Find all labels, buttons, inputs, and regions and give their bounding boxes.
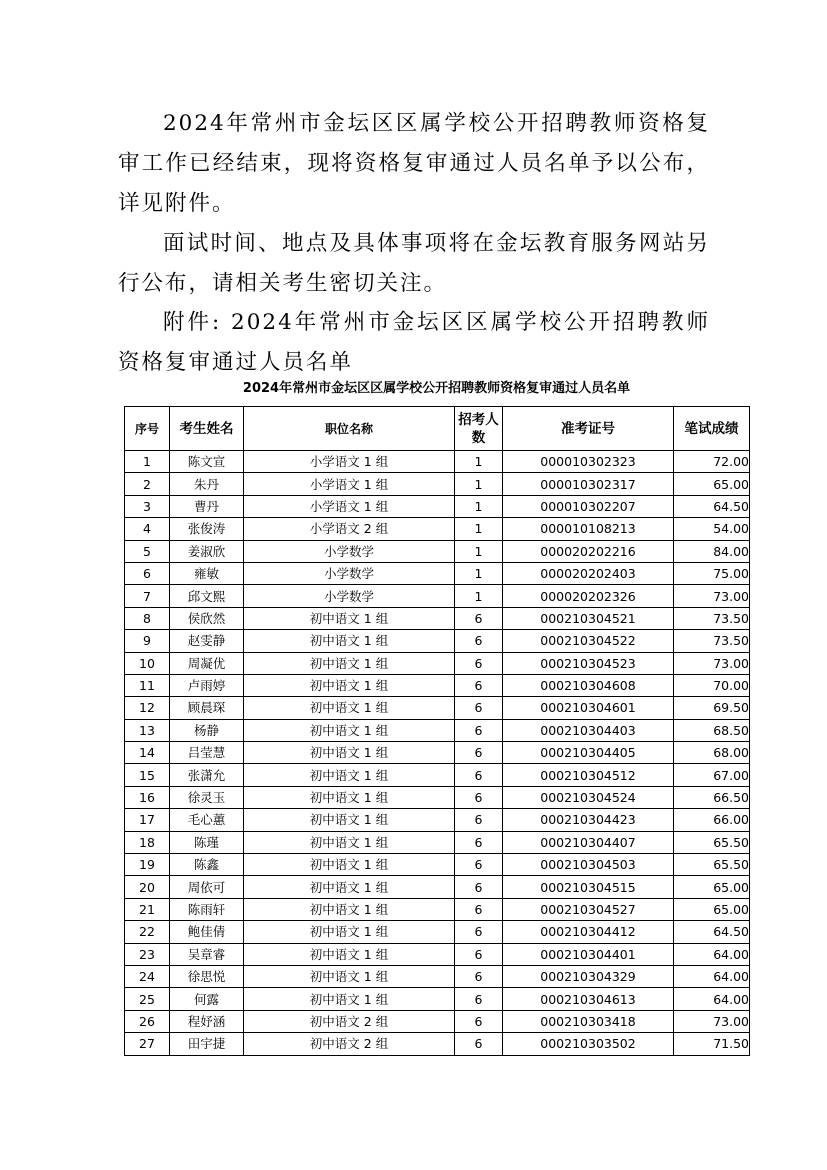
cell-position: 初中语文 1 组 (244, 697, 455, 719)
cell-quota: 6 (455, 831, 503, 853)
cell-quota: 6 (455, 652, 503, 674)
cell-quota: 6 (455, 697, 503, 719)
cell-score: 84.00 (674, 540, 750, 562)
table-row (125, 697, 750, 719)
cell-ticket: 000210304403 (503, 719, 674, 741)
cell-ticket: 000210304512 (503, 764, 674, 786)
table-row (125, 585, 750, 607)
cell-seq: 1 (125, 451, 170, 473)
cell-score: 68.50 (674, 719, 750, 741)
table-row (125, 809, 750, 831)
cell-position: 初中语文 1 组 (244, 674, 455, 696)
table-row (125, 786, 750, 808)
cell-quota: 6 (455, 786, 503, 808)
cell-ticket: 000020202216 (503, 540, 674, 562)
cell-name: 张俊涛 (170, 518, 244, 540)
cell-quota: 6 (455, 943, 503, 965)
cell-name: 徐思悦 (170, 965, 244, 987)
cell-quota: 6 (455, 1010, 503, 1032)
cell-name: 程妤涵 (170, 1010, 244, 1032)
table-row (125, 854, 750, 876)
table-header-row (125, 407, 750, 451)
table-row (125, 674, 750, 696)
table-row (125, 965, 750, 987)
cell-score: 73.50 (674, 630, 750, 652)
cell-ticket: 000210303418 (503, 1010, 674, 1032)
header-quota: 招考人数 (455, 407, 503, 451)
cell-seq: 9 (125, 630, 170, 652)
cell-seq: 7 (125, 585, 170, 607)
cell-position: 初中语文 2 组 (244, 1010, 455, 1032)
cell-name: 侯欣然 (170, 607, 244, 629)
cell-seq: 24 (125, 965, 170, 987)
cell-position: 小学语文 1 组 (244, 473, 455, 495)
cell-position: 初中语文 1 组 (244, 965, 455, 987)
cell-position: 小学语文 1 组 (244, 451, 455, 473)
roster-table (124, 406, 750, 1056)
cell-seq: 15 (125, 764, 170, 786)
cell-position: 初中语文 1 组 (244, 831, 455, 853)
cell-position: 初中语文 1 组 (244, 943, 455, 965)
cell-seq: 3 (125, 495, 170, 517)
cell-quota: 6 (455, 674, 503, 696)
cell-quota: 6 (455, 719, 503, 741)
cell-score: 65.50 (674, 854, 750, 876)
cell-score: 65.00 (674, 898, 750, 920)
header-position: 职位名称 (244, 407, 455, 451)
header-seq: 序号 (125, 407, 170, 451)
cell-position: 初中语文 1 组 (244, 921, 455, 943)
cell-ticket: 000210304527 (503, 898, 674, 920)
cell-name: 顾晨琛 (170, 697, 244, 719)
cell-ticket: 000210304412 (503, 921, 674, 943)
header-score: 笔试成绩 (674, 407, 750, 451)
cell-ticket: 000210304405 (503, 742, 674, 764)
cell-quota: 6 (455, 876, 503, 898)
table-row (125, 921, 750, 943)
cell-quota: 6 (455, 898, 503, 920)
cell-quota: 1 (455, 562, 503, 584)
cell-seq: 21 (125, 898, 170, 920)
table-row (125, 831, 750, 853)
cell-seq: 16 (125, 786, 170, 808)
table-row (125, 764, 750, 786)
cell-name: 张潇允 (170, 764, 244, 786)
cell-quota: 1 (455, 518, 503, 540)
cell-seq: 27 (125, 1033, 170, 1055)
table-row (125, 562, 750, 584)
cell-seq: 26 (125, 1010, 170, 1032)
cell-seq: 13 (125, 719, 170, 741)
cell-position: 初中语文 1 组 (244, 786, 455, 808)
cell-position: 初中语文 1 组 (244, 764, 455, 786)
cell-seq: 12 (125, 697, 170, 719)
table-row (125, 630, 750, 652)
table-row (125, 1033, 750, 1055)
cell-seq: 5 (125, 540, 170, 562)
notice-paragraph-1: 2024年常州市金坛区区属学校公开招聘教师资格复审工作已经结束，现将资格复审通过人员名单予以公布，详见附件。 (118, 111, 710, 216)
cell-ticket: 000210304503 (503, 854, 674, 876)
cell-seq: 10 (125, 652, 170, 674)
cell-ticket: 000210304522 (503, 630, 674, 652)
cell-name: 邱文熙 (170, 585, 244, 607)
notice-paragraph-2: 面试时间、地点及具体事项将在金坛教育服务网站另行公布，请相关考生密切关注。 (118, 231, 710, 296)
header-name: 考生姓名 (170, 407, 244, 451)
cell-score: 66.00 (674, 809, 750, 831)
cell-ticket: 000210304515 (503, 876, 674, 898)
cell-ticket: 000010108213 (503, 518, 674, 540)
table-row (125, 540, 750, 562)
cell-quota: 6 (455, 965, 503, 987)
cell-seq: 4 (125, 518, 170, 540)
table-row (125, 898, 750, 920)
cell-name: 周依可 (170, 876, 244, 898)
table-row (125, 1010, 750, 1032)
cell-name: 吕莹慧 (170, 742, 244, 764)
cell-seq: 11 (125, 674, 170, 696)
cell-score: 75.00 (674, 562, 750, 584)
cell-name: 田宇捷 (170, 1033, 244, 1055)
cell-seq: 18 (125, 831, 170, 853)
cell-score: 73.00 (674, 652, 750, 674)
cell-position: 小学数学 (244, 585, 455, 607)
cell-position: 初中语文 1 组 (244, 630, 455, 652)
cell-quota: 1 (455, 540, 503, 562)
cell-seq: 8 (125, 607, 170, 629)
table-row (125, 518, 750, 540)
attachment-line: 附件: 2024年常州市金坛区区属学校公开招聘教师资格复审通过人员名单 (118, 310, 710, 375)
cell-score: 64.50 (674, 495, 750, 517)
cell-score: 73.50 (674, 607, 750, 629)
cell-position: 初中语文 1 组 (244, 876, 455, 898)
table-row (125, 473, 750, 495)
cell-name: 吴章睿 (170, 943, 244, 965)
cell-position: 初中语文 1 组 (244, 854, 455, 876)
cell-position: 小学语文 2 组 (244, 518, 455, 540)
cell-name: 赵雯静 (170, 630, 244, 652)
cell-position: 初中语文 1 组 (244, 607, 455, 629)
cell-seq: 22 (125, 921, 170, 943)
cell-position: 初中语文 1 组 (244, 988, 455, 1010)
table-title: 2024年常州市金坛区区属学校公开招聘教师资格复审通过人员名单 (242, 381, 631, 396)
cell-position: 初中语文 1 组 (244, 898, 455, 920)
cell-name: 何露 (170, 988, 244, 1010)
cell-ticket: 000010302323 (503, 451, 674, 473)
cell-score: 65.00 (674, 473, 750, 495)
table-row (125, 719, 750, 741)
table-row (125, 988, 750, 1010)
table-body (125, 451, 750, 1056)
cell-score: 69.50 (674, 697, 750, 719)
cell-score: 68.00 (674, 742, 750, 764)
cell-quota: 1 (455, 585, 503, 607)
table-row (125, 451, 750, 473)
cell-quota: 6 (455, 764, 503, 786)
cell-ticket: 000210303502 (503, 1033, 674, 1055)
cell-name: 陈瑾 (170, 831, 244, 853)
cell-name: 雍敏 (170, 562, 244, 584)
cell-seq: 23 (125, 943, 170, 965)
cell-ticket: 000210304401 (503, 943, 674, 965)
cell-name: 周凝优 (170, 652, 244, 674)
cell-ticket: 000210304524 (503, 786, 674, 808)
table-row (125, 876, 750, 898)
cell-ticket: 000210304329 (503, 965, 674, 987)
cell-name: 卢雨婷 (170, 674, 244, 696)
cell-name: 陈鑫 (170, 854, 244, 876)
cell-ticket: 000010302317 (503, 473, 674, 495)
cell-seq: 2 (125, 473, 170, 495)
cell-ticket: 000010302207 (503, 495, 674, 517)
cell-seq: 14 (125, 742, 170, 764)
cell-score: 54.00 (674, 518, 750, 540)
cell-quota: 6 (455, 630, 503, 652)
cell-quota: 1 (455, 495, 503, 517)
cell-name: 杨静 (170, 719, 244, 741)
cell-ticket: 000210304613 (503, 988, 674, 1010)
cell-ticket: 000210304601 (503, 697, 674, 719)
cell-position: 初中语文 1 组 (244, 652, 455, 674)
cell-ticket: 000020202326 (503, 585, 674, 607)
cell-score: 66.50 (674, 786, 750, 808)
cell-score: 71.50 (674, 1033, 750, 1055)
cell-seq: 17 (125, 809, 170, 831)
cell-score: 73.00 (674, 1010, 750, 1032)
cell-position: 初中语文 2 组 (244, 1033, 455, 1055)
cell-ticket: 000210304423 (503, 809, 674, 831)
table-row (125, 607, 750, 629)
table-row (125, 495, 750, 517)
cell-name: 毛心蕙 (170, 809, 244, 831)
cell-quota: 6 (455, 854, 503, 876)
cell-quota: 6 (455, 607, 503, 629)
cell-score: 64.50 (674, 921, 750, 943)
cell-score: 70.00 (674, 674, 750, 696)
cell-name: 徐灵玉 (170, 786, 244, 808)
cell-position: 小学数学 (244, 540, 455, 562)
cell-name: 曹丹 (170, 495, 244, 517)
cell-quota: 6 (455, 809, 503, 831)
cell-score: 67.00 (674, 764, 750, 786)
cell-seq: 19 (125, 854, 170, 876)
cell-ticket: 000210304521 (503, 607, 674, 629)
cell-quota: 6 (455, 1033, 503, 1055)
cell-seq: 20 (125, 876, 170, 898)
cell-position: 初中语文 1 组 (244, 742, 455, 764)
cell-ticket: 000020202403 (503, 562, 674, 584)
table-row (125, 742, 750, 764)
cell-score: 64.00 (674, 988, 750, 1010)
cell-score: 64.00 (674, 943, 750, 965)
header-ticket: 准考证号 (503, 407, 674, 451)
cell-ticket: 000210304523 (503, 652, 674, 674)
cell-name: 陈雨轩 (170, 898, 244, 920)
cell-ticket: 000210304407 (503, 831, 674, 853)
cell-quota: 6 (455, 742, 503, 764)
cell-position: 初中语文 1 组 (244, 719, 455, 741)
cell-name: 鲍佳倩 (170, 921, 244, 943)
cell-position: 初中语文 1 组 (244, 809, 455, 831)
cell-position: 小学数学 (244, 562, 455, 584)
cell-seq: 6 (125, 562, 170, 584)
cell-position: 小学语文 1 组 (244, 495, 455, 517)
cell-name: 朱丹 (170, 473, 244, 495)
cell-ticket: 000210304608 (503, 674, 674, 696)
cell-score: 65.50 (674, 831, 750, 853)
cell-score: 65.00 (674, 876, 750, 898)
cell-name: 姜淑欣 (170, 540, 244, 562)
cell-score: 73.00 (674, 585, 750, 607)
table-row (125, 943, 750, 965)
cell-seq: 25 (125, 988, 170, 1010)
table-row (125, 652, 750, 674)
cell-quota: 6 (455, 921, 503, 943)
cell-score: 64.00 (674, 965, 750, 987)
cell-quota: 1 (455, 451, 503, 473)
cell-quota: 1 (455, 473, 503, 495)
cell-score: 72.00 (674, 451, 750, 473)
cell-name: 陈文宣 (170, 451, 244, 473)
cell-quota: 6 (455, 988, 503, 1010)
